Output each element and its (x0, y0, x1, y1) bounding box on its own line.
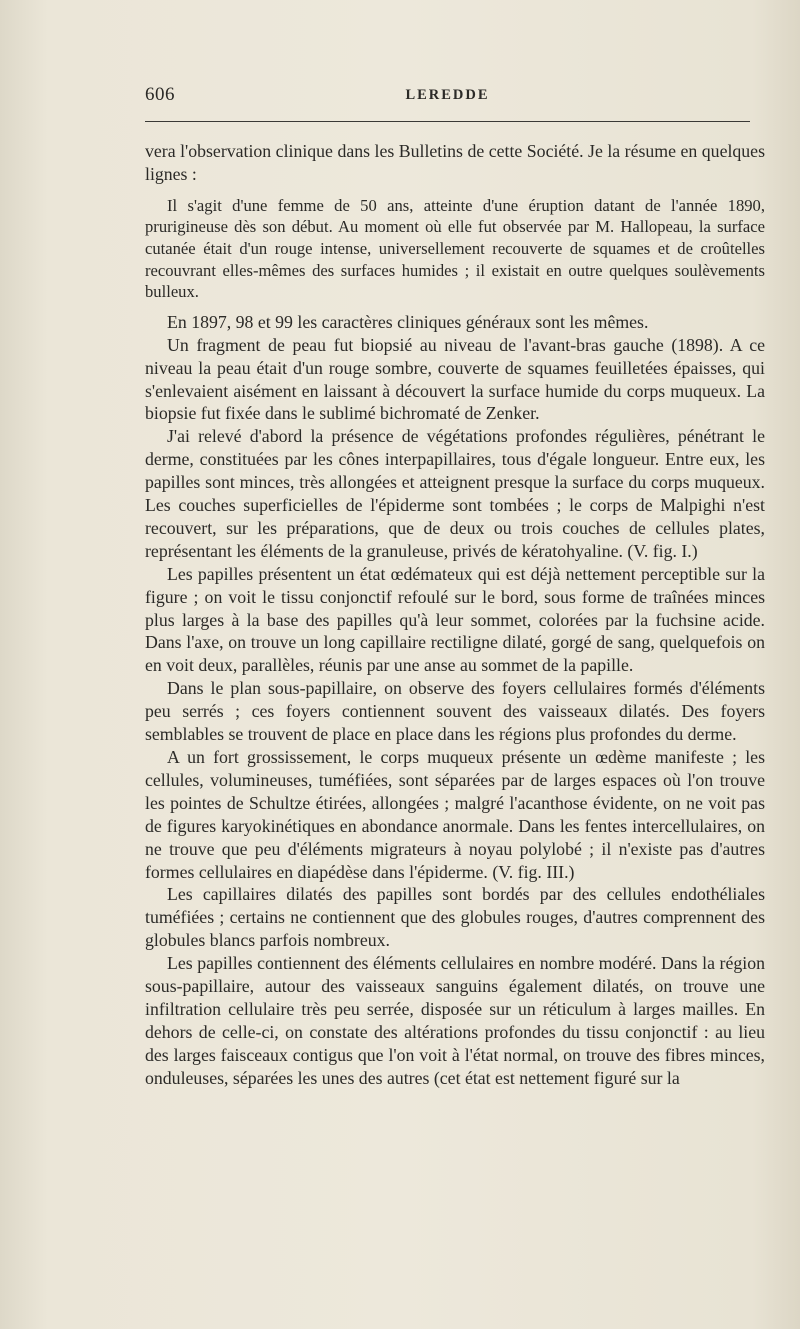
paragraph: vera l'observation clinique dans les Bulletins de cette Société. Je la résume en quelques lignes : (145, 141, 765, 184)
running-head: LEREDDE (405, 87, 490, 103)
paragraph: Les capillaires dilatés des papilles sont bordés par des cellules endothéliales tuméfiées ; certains ne contiennent que des globules rouges, d'autres comprennent des globules blancs parfois nombreux. (145, 884, 765, 951)
paragraph: Un fragment de peau fut biopsié au niveau de l'avant-bras gauche (1898). A ce niveau la peau était d'un rouge sombre, couverte de squames feuilletées épaisses, qui s'enlevaient aisément en laissant à découvert la surface humide du corps muqueux. La biopsie fut fixée dans le sublimé bichromaté de Zenker. (145, 334, 765, 424)
paragraph: Dans le plan sous-papillaire, on observe des foyers cellulaires formés d'éléments peu serrés ; ces foyers contiennent souvent des vaisseaux dilatés. Des foyers semblables se trouvent de place en place dans les régions plus profondes du derme. (145, 678, 765, 745)
paragraph: En 1897, 98 et 99 les caractères cliniques généraux sont les mêmes. (167, 311, 649, 332)
paragraph: Les papilles présentent un état œdémateux qui est déjà nettement perceptible sur la figure ; on voit le tissu conjonctif refoulé sur le bord, sous forme de traînées minces plus larges à la base des papilles qu'à leur sommet, colorées par la fuchsine acide. Dans l'axe, on trouve un long capillaire rectiligne dilaté, gorgé de sang, quelquefois on en voit deux, parallèles, réunis par une anse au sommet de la papille. (145, 563, 765, 676)
header-rule (145, 121, 750, 122)
body-text (145, 140, 765, 1090)
paragraph: J'ai relevé d'abord la présence de végétations profondes régulières, pénétrant le derme, constituées par les cônes interpapillaires, tous d'égale longueur. Entre eux, les papilles sont minces, très allongées et atteignent presque la surface du corps muqueux. Les couches superficielles de l'épiderme sont tombées ; le corps de Malpighi n'est recouvert, sur les préparations, que de deux ou trois couches de cellules plates, représentant les éléments de la granuleuse, privés de kératohyaline. (V. fig. I.) (145, 426, 765, 561)
paragraph-case-summary: Il s'agit d'une femme de 50 ans, atteinte d'une éruption datant de l'année 1890, prurigineuse dès son début. Au moment où elle fut observée par M. Hallopeau, la surface cutanée était d'un rouge intense, universellement recouverte de squames et de croûtelles recouvrant elles-mêmes des surfaces humides ; il existait en outre quelques soulèvements bulleux. (145, 195, 765, 302)
paragraph: Les papilles contiennent des éléments cellulaires en nombre modéré. Dans la région sous-papillaire, autour des vaisseaux sanguins également dilatés, on trouve une infiltration cellulaire très peu serrée, disposée sur un réticulum à larges mailles. En dehors de celle-ci, on constate des altérations profondes du tissu conjonctif : au lieu des larges faisceaux contigus que l'on voit à l'état normal, on trouve des fibres minces, onduleuses, séparées les unes des autres (cet état est nettement figuré sur la (145, 953, 765, 1088)
page-header (145, 84, 750, 112)
paragraph: A un fort grossissement, le corps muqueux présente un œdème manifeste ; les cellules, volumineuses, tuméfiées, sont séparées par de larges espaces où l'on trouve les pointes de Schultze étirées, allongées ; malgré l'acanthose évidente, on ne voit pas de figures karyokinétiques en abondance anormale. Dans les fentes intercellulaires, on ne trouve que peu d'éléments migrateurs à noyau polylobé ; il n'existe pas d'autres formes cellulaires en diapédèse dans l'épiderme. (V. fig. III.) (145, 747, 765, 882)
page-number: 606 (145, 84, 175, 105)
